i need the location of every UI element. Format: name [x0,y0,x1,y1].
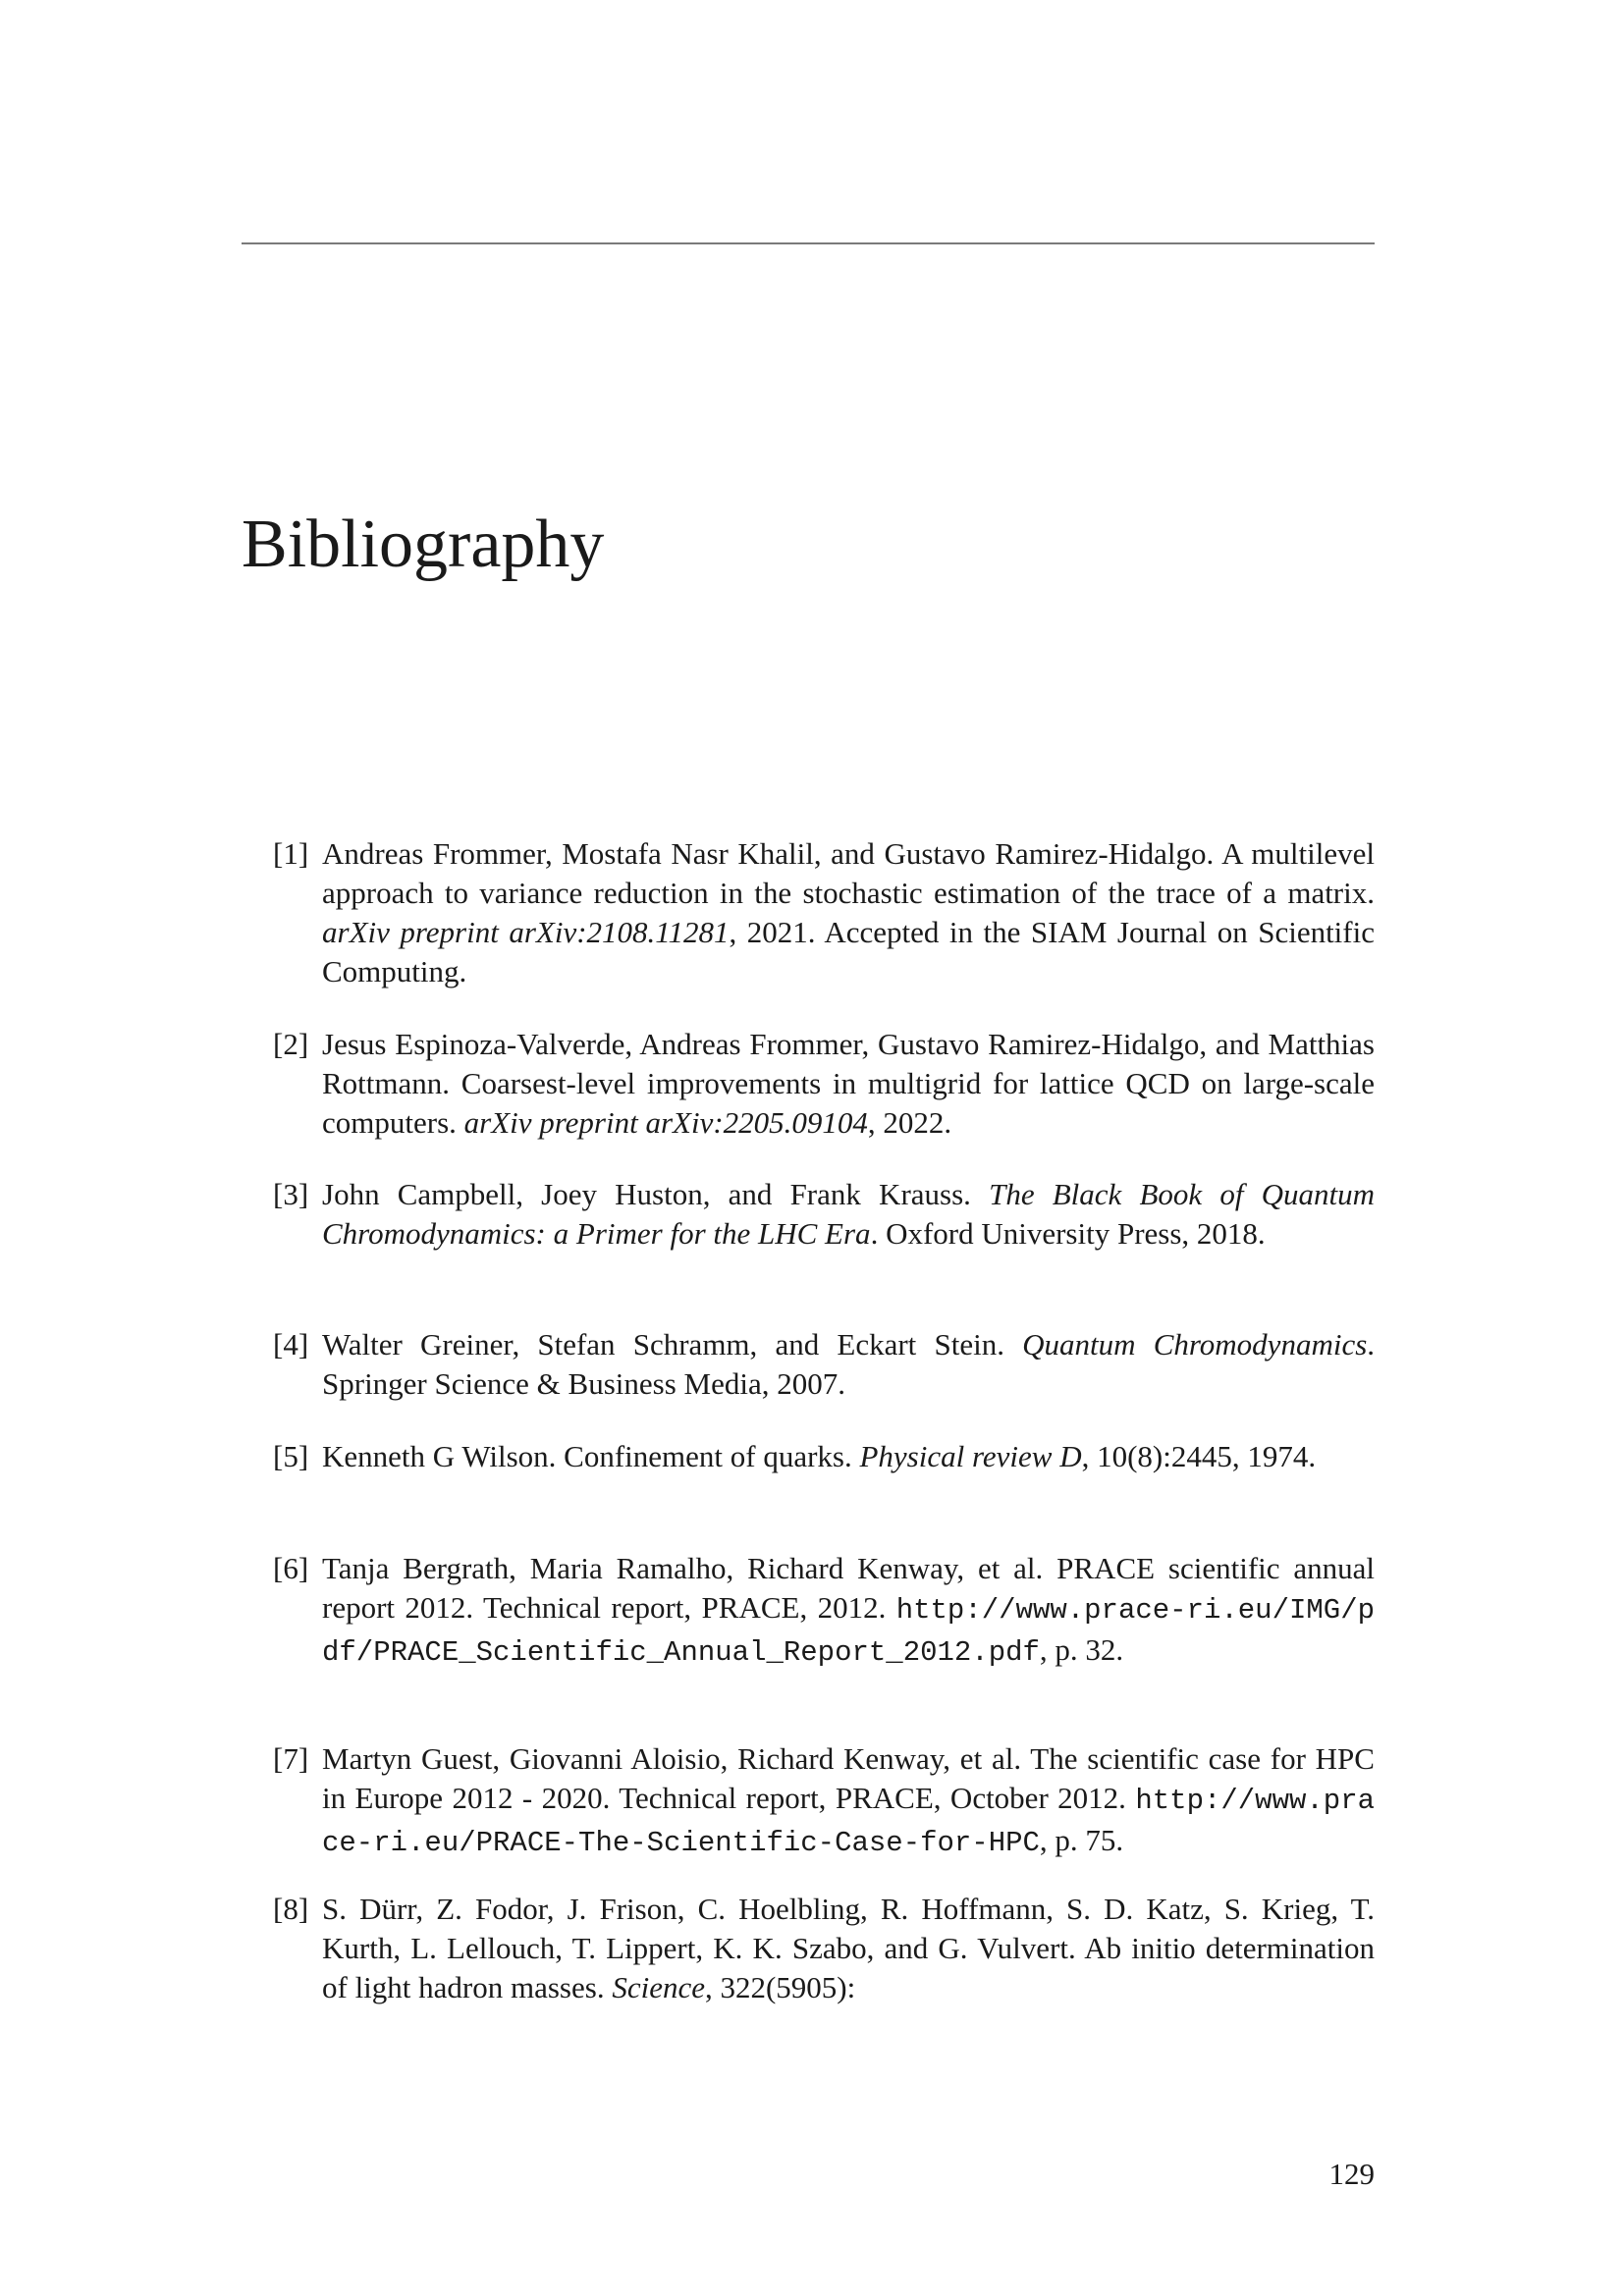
reference-entry-7 [273,1739,1375,1863]
reference-authors: Martyn Guest, Giovanni Aloisio, Richard Kenway, et al. [322,1741,1022,1776]
reference-number: [1] [273,836,309,871]
reference-number: [6] [273,1551,309,1585]
reference-text: Technical report, PRACE, October 2012. [619,1781,1126,1815]
reference-title: A multilevel approach to variance reduction in the stochastic estimation of the trace of a matrix. [322,836,1375,910]
reference-venue: Science [612,1970,705,2004]
reference-tail: , p. 32. [1039,1632,1124,1667]
reference-authors: Tanja Bergrath, Maria Ramalho, Richard Kenway, et al. [322,1551,1044,1585]
reference-entry-1 [273,834,1375,991]
reference-tail: . Oxford University Press, 2018. [870,1216,1266,1251]
reference-authors: Jesus Espinoza-Valverde, Andreas Frommer, Gustavo Ramirez-Hidalgo, and Matthias Rottmann. [322,1027,1375,1100]
page-title: Bibliography [242,507,605,582]
reference-title: Ab initio determination of light hadron masses. [322,1931,1375,2004]
reference-url-link[interactable]: http://www.prace-ri.eu/IMG/pdf/PRACE_Scientific_Annual_Report_2012.pdf [322,1594,1375,1669]
reference-title: Coarsest-level improvements in multigrid for lattice QCD on large-scale computers. [322,1066,1376,1140]
reference-title: The scientific case for HPC in Europe 2012 - 2020. [322,1741,1375,1815]
reference-number: [7] [273,1741,309,1776]
reference-venue: arXiv preprint arXiv:2205.09104 [463,1105,868,1140]
reference-venue: Physical review D [859,1439,1082,1473]
page-number: 129 [1328,2157,1375,2191]
reference-entry-2 [273,1025,1375,1143]
reference-authors: Walter Greiner, Stefan Schramm, and Eckart Stein. [322,1327,1004,1362]
reference-number: [8] [273,1892,309,1926]
reference-entry-5 [273,1437,1375,1476]
reference-title: Confinement of quarks. [564,1439,852,1473]
reference-tail: , p. 75. [1039,1823,1124,1857]
reference-tail: . Springer Science & Business Media, 2007. [322,1327,1376,1401]
reference-tail: , 2021. Accepted in the SIAM Journal on Scientific Computing. [322,915,1375,988]
reference-entry-6 [273,1549,1375,1673]
reference-url-link[interactable]: http://www.prace-ri.eu/PRACE-The-Scientific-Case-for-HPC [322,1785,1375,1859]
reference-number: [3] [273,1177,309,1211]
reference-authors: Andreas Frommer, Mostafa Nasr Khalil, and Gustavo Ramirez-Hidalgo. [322,836,1215,871]
reference-title: Quantum Chromodynamics [1022,1327,1368,1362]
reference-entry-3 [273,1175,1375,1254]
reference-entry-8 [273,1890,1375,2007]
reference-number: [2] [273,1027,309,1061]
reference-authors: S. Dürr, Z. Fodor, J. Frison, C. Hoelbling, R. Hoffmann, S. D. Katz, S. Krieg, T. Kurth, L. Lellouch, T. Lippert, K. K. Szabo, and G. Vulvert. [322,1892,1375,1965]
reference-title: The Black Book of Quantum Chromodynamics: a Primer for the LHC Era [322,1177,1375,1251]
reference-number: [5] [273,1439,309,1473]
header-rule [242,242,1375,244]
reference-venue: arXiv preprint arXiv:2108.11281 [322,915,730,949]
reference-tail: , 2022. [867,1105,952,1140]
reference-title: PRACE scientific annual report 2012. [322,1551,1375,1625]
reference-tail: , 10(8):2445, 1974. [1081,1439,1317,1473]
reference-text: Technical report, PRACE, 2012. [482,1590,887,1625]
reference-entry-4 [273,1325,1375,1404]
reference-authors: Kenneth G Wilson. [322,1439,557,1473]
reference-number: [4] [273,1327,309,1362]
reference-authors: John Campbell, Joey Huston, and Frank Krauss. [322,1177,971,1211]
reference-tail: , 322(5905): [704,1970,856,2004]
